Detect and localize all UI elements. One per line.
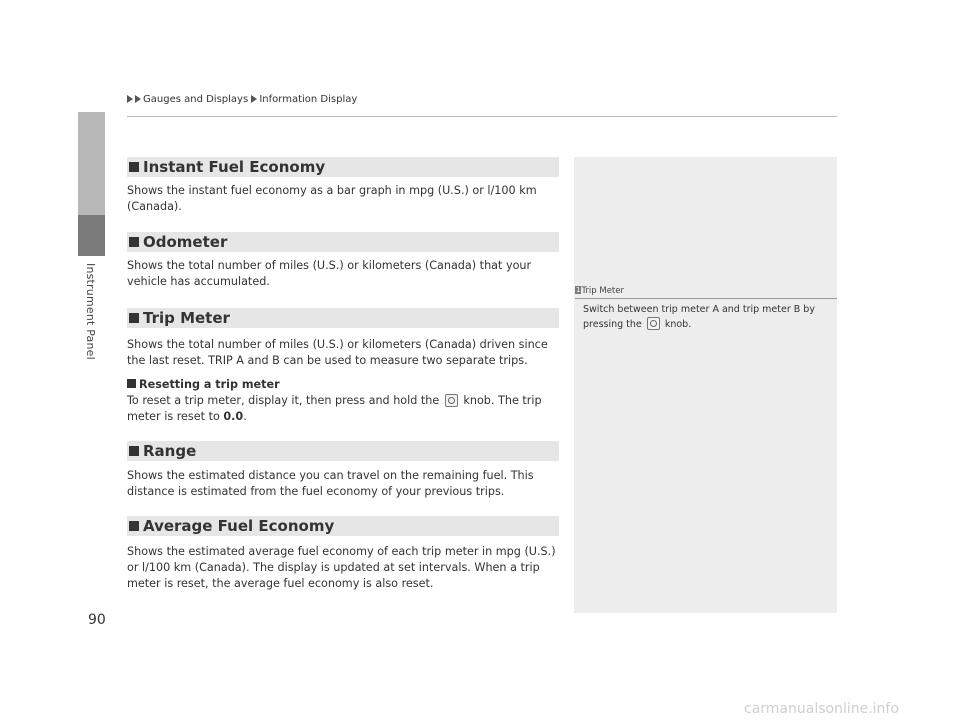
header-divider (127, 116, 837, 117)
breadcrumb-arrow-icon (127, 95, 133, 103)
section-heading-range: Range (127, 441, 559, 461)
section-heading-odometer: Odometer (127, 232, 559, 252)
note-number-badge: 1 (576, 286, 581, 294)
section-square-icon (129, 521, 139, 531)
breadcrumb-arrow-icon (135, 95, 141, 103)
section-square-icon (127, 379, 136, 388)
section-heading-average: Average Fuel Economy (127, 516, 559, 536)
page-number: 90 (88, 612, 106, 628)
reset-value: 0.0 (223, 410, 244, 423)
odometer-body: Shows the total number of miles (U.S.) or kilometers (Canada) that your vehicle has accumulated. (127, 259, 532, 288)
breadcrumb-arrow-icon (251, 95, 257, 103)
side-tab-active (78, 215, 105, 256)
trip-body: Shows the total number of miles (U.S.) or kilometers (Canada) driven since the last reset. TRIP A and B can be used to measure two separate trips. (127, 338, 548, 367)
selector-knob-icon (647, 317, 660, 330)
notes-panel (574, 157, 837, 613)
selector-knob-icon (445, 394, 458, 407)
section-square-icon (129, 446, 139, 456)
note-body: Switch between trip meter A and trip meter B by pressing the knob. (583, 304, 815, 330)
main-content (127, 157, 559, 592)
side-tab-light (78, 112, 105, 215)
breadcrumb (127, 94, 357, 105)
section-square-icon (129, 162, 139, 172)
subheading-reset-trip: Resetting a trip meter (127, 377, 559, 393)
breadcrumb-link-gauges[interactable]: Gauges and Displays (143, 94, 249, 105)
note-divider (575, 298, 837, 299)
breadcrumb-current[interactable]: Information Display (259, 94, 358, 105)
section-heading-instant: Instant Fuel Economy (127, 157, 559, 177)
section-square-icon (129, 313, 139, 323)
range-body: Shows the estimated distance you can travel on the remaining fuel. This distance is estimated from the fuel economy of your previous trips. (127, 469, 534, 498)
instant-body: Shows the instant fuel economy as a bar graph in mpg (U.S.) or l/100 km (Canada). (127, 184, 537, 213)
reset-instructions: To reset a trip meter, display it, then press and hold the knob. The trip meter is reset to 0.0. (127, 394, 542, 423)
section-heading-trip: Trip Meter (127, 308, 559, 328)
average-body: Shows the estimated average fuel economy of each trip meter in mpg (U.S.) or l/100 km (Canada). The display is updated at set intervals. When a trip meter is reset, the average fuel economy is also reset. (127, 545, 556, 590)
watermark: carmanualsonline.info (744, 701, 899, 717)
side-chapter-label: Instrument Panel (84, 263, 97, 360)
section-square-icon (129, 237, 139, 247)
note-heading: 1Trip Meter (576, 286, 624, 296)
